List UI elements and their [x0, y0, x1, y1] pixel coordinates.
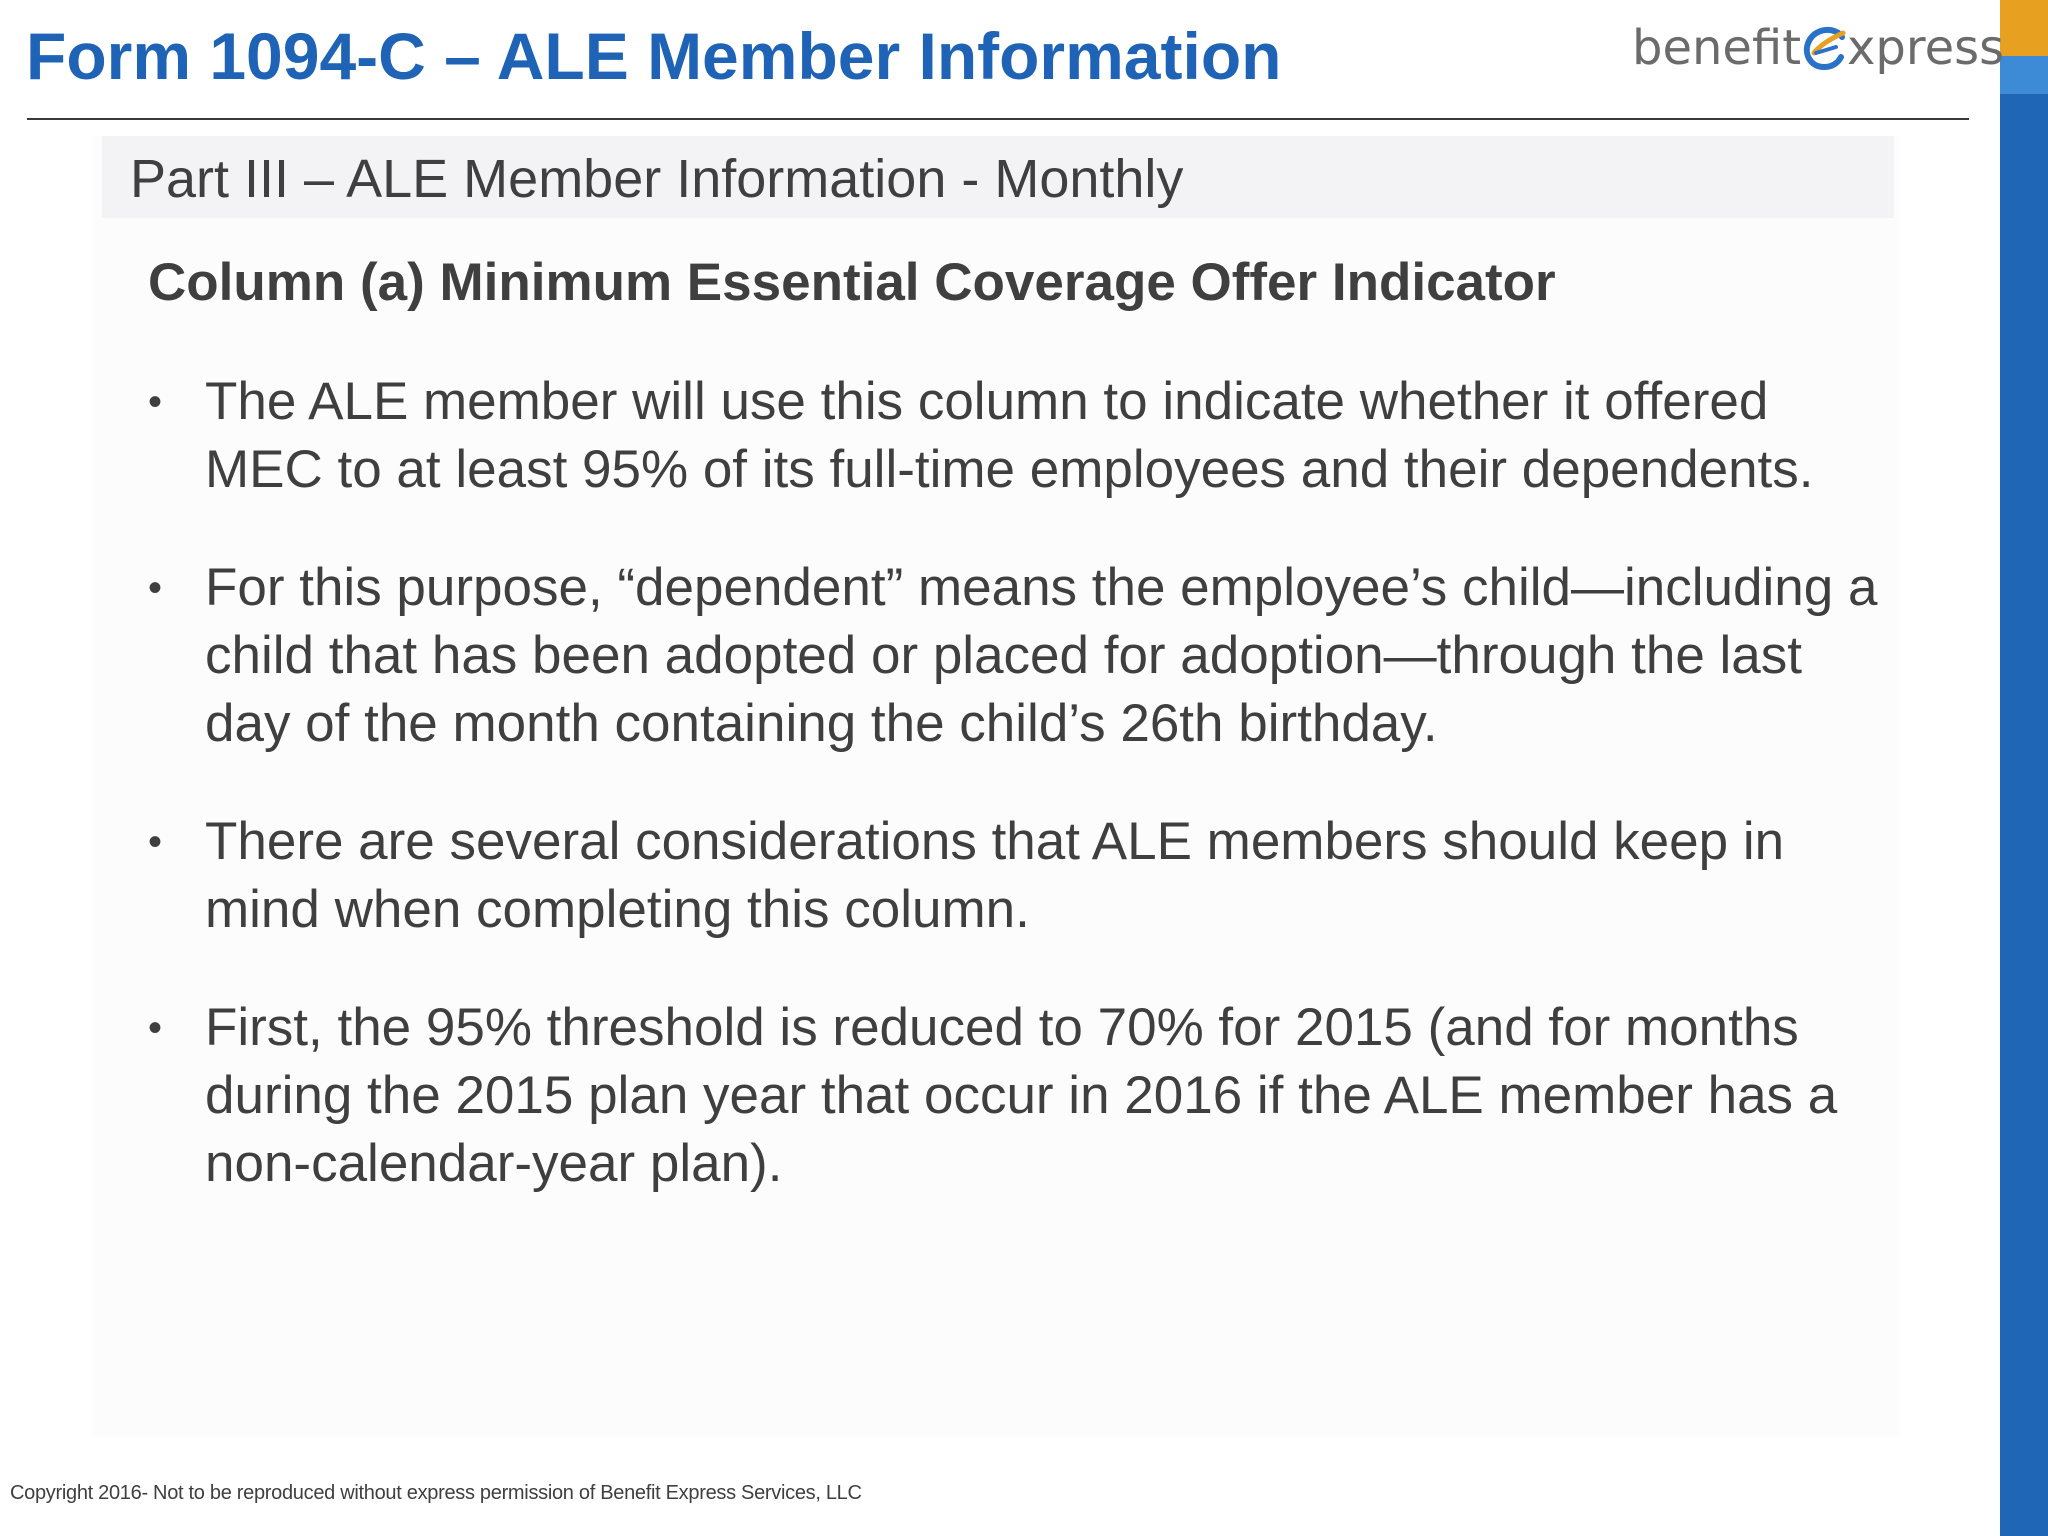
- accent-bar-light-blue-segment: [2000, 56, 2048, 94]
- bullet-icon: •: [148, 820, 163, 864]
- logo-text-xpress: xpress: [1847, 20, 2005, 76]
- right-accent-bar: [2000, 0, 2048, 1536]
- bullet-icon: •: [148, 380, 163, 424]
- section-heading: Column (a) Minimum Essential Coverage Offer Indicator: [148, 253, 1556, 312]
- bullet-text: The ALE member will use this column to indicate whether it offered MEC to at least 95% of its full-time employees and their dependents.: [205, 372, 1814, 499]
- bullet-item: [148, 554, 1888, 758]
- benefit-express-logo: [1632, 16, 2005, 80]
- benefit-express-e-swoosh-icon: [1802, 23, 1846, 73]
- bullet-icon: •: [148, 566, 163, 610]
- bullet-item: [148, 368, 1888, 504]
- bullet-item: [148, 808, 1888, 944]
- bullet-icon: •: [148, 1006, 163, 1050]
- bullet-text: For this purpose, “dependent” means the employee’s child—including a child that has been adopted or placed for adoption—through the last day of the month containing the child’s 26th birthday.: [205, 558, 1878, 753]
- copyright-footer: Copyright 2016- Not to be reproduced without express permission of Benefit Express Services, LLC: [10, 1482, 862, 1504]
- logo-text-benefit: benefit: [1632, 20, 1802, 76]
- accent-bar-orange-segment: [2000, 0, 2048, 56]
- bullet-item: [148, 994, 1888, 1198]
- slide-title: Form 1094-C – ALE Member Information: [26, 19, 1282, 93]
- bullet-text: There are several considerations that ALE members should keep in mind when completing this column.: [205, 812, 1785, 939]
- title-divider: [27, 118, 1969, 120]
- bullet-list: [148, 368, 1888, 1248]
- bullet-text: First, the 95% threshold is reduced to 70% for 2015 (and for months during the 2015 plan year that occur in 2016 if the ALE member has a non-calendar-year plan).: [205, 998, 1838, 1193]
- slide-subtitle: Part III – ALE Member Information - Monthly: [130, 149, 1184, 209]
